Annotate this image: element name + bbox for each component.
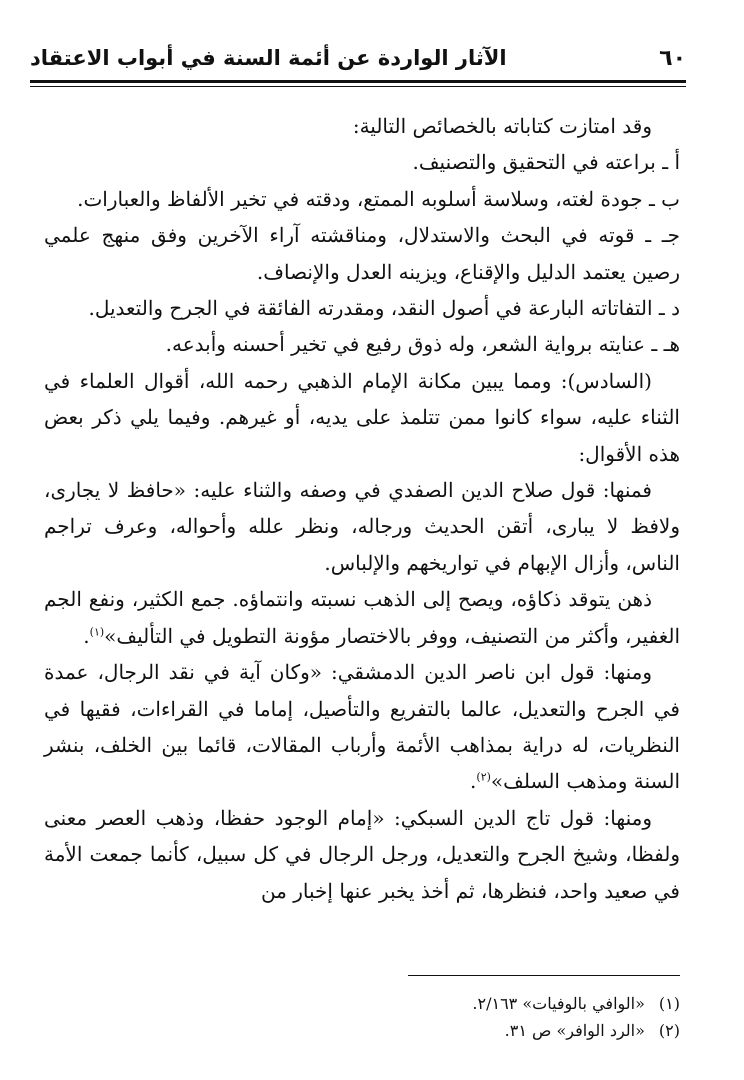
quote-safadi-text: ذهن يتوقد ذكاؤه، ويصح إلى الذهب نسبته وانتماؤه. جمع الكثير، ونفع الجم الغفير، وأكثر من التصنيف، ووفر بالاختصار مؤونة التطويل في التأليف» [44,587,680,648]
paragraph-intro: وقد امتازت كتاباته بالخصائص التالية: [352,114,652,138]
footnote-marker: (٢) [658,1021,680,1040]
footnote-2 [200,1017,680,1044]
quote-ibn-nasir-text: ومنها: قول ابن ناصر الدين الدمشقي: «وكان آية في نقد الرجال، عمدة في الجرح والتعديل، عالما بالتفريع والتأصيل، إماما في القراءات، فقيها في النظريات، له دراية بمذاهب الأئمة وأرباب المقالات، قائما بين الخلف، بنشر السنة ومذهب السلف» [44,660,680,794]
quote-ibn-nasir-end: . [470,769,477,794]
list-item-e: هـ ـ عنايته برواية الشعر، وله ذوق رفيع في تخير أحسنه وأبدعه. [165,332,680,357]
quote-safadi-continued [44,581,680,654]
main-text [44,108,680,909]
quote-safadi-end: . [83,623,90,648]
list-item-d: د ـ التفاتاته البارعة في أصول النقد، ومقدرته الفائقة في الجرح والتعديل. [88,296,680,321]
footnote-1 [200,990,680,1017]
list-item-b: ب ـ جودة لغته، وسلاسة أسلوبه الممتع، ودقته في تخير الألفاظ والعبارات. [77,186,680,211]
quote-ibn-nasir [44,654,680,800]
header-rule-thin [30,86,686,87]
footnote-marker: (١) [658,994,680,1013]
page-header [30,38,686,78]
list-item-c: جـ ـ قوته في البحث والاستدلال، ومناقشته آراء الآخرين وفق منهج علمي رصين يعتمد الدليل والإقناع، ويزينه العدل والإنصاف. [44,223,681,284]
quote-subki: ومنها: قول تاج الدين السبكي: «إمام الوجود حفظا، وذهب العصر معنى ولفظا، وشيخ الجرح والتعديل، ورجل الرجال في كل سبيل، كأنما جمعت الأمة في صعيد واحد، فنظرها، ثم أخذ يخبر عنها إخبار من [44,805,680,903]
list-item-a: أ ـ براعته في التحقيق والتصنيف. [412,150,680,175]
footnote-text: «الوافي بالوفيات» ٢/١٦٣. [472,994,645,1013]
footnote-text: «الرد الوافر» ص ٣١. [504,1021,645,1040]
page-number: ٦٠ [659,45,686,71]
footnotes [200,990,680,1044]
paragraph-sixth: (السادس): ومما يبين مكانة الإمام الذهبي رحمه الله، أقوال العلماء في الثناء عليه، سواء كانوا ممن تتلمذ على يديه، أو غيرهم. وفيما يلي ذكر بعض هذه الأقوال: [44,368,680,466]
running-title: الآثار الواردة عن أئمة السنة في أبواب الاعتقاد [30,46,507,70]
quote-safadi: فمنها: قول صلاح الدين الصفدي في وصفه والثناء عليه: «حافظ لا يجارى، ولافظ لا يبارى، أتقن الحديث ورجاله، ونظر علله وأحواله، وعرف تراجم الناس، وأزال الإبهام في تواريخهم والإلباس. [44,478,680,575]
footnote-separator [408,975,680,976]
footnote-ref-2[interactable]: (٢) [476,770,491,784]
header-rule [30,80,686,83]
footnote-ref-1[interactable]: (١) [89,625,105,639]
